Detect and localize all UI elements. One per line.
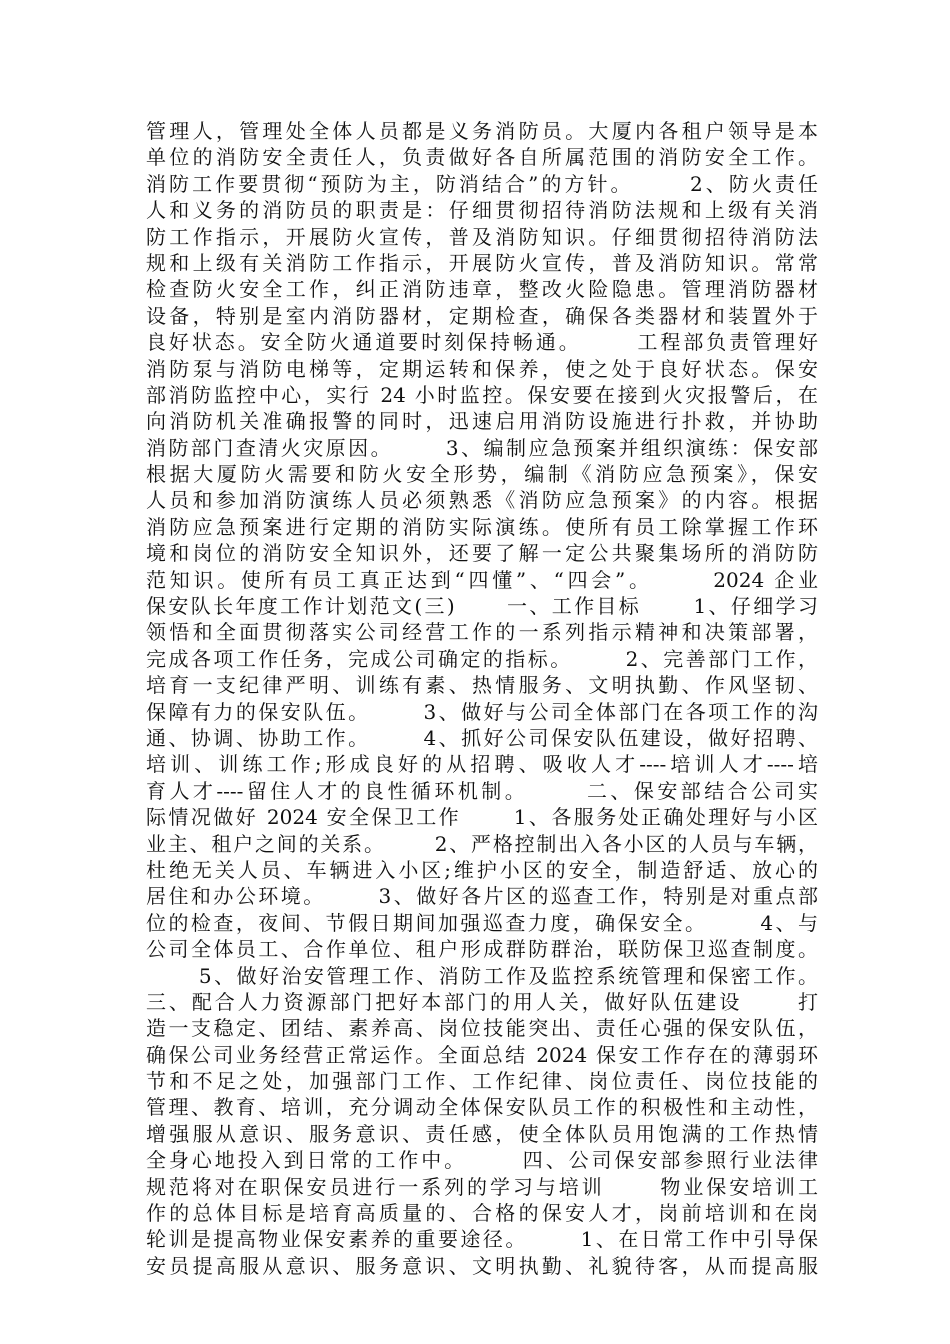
text-line: 根据大厦防火需要和防火安全形势，编制《消防应急预案》，保安 [146,462,818,487]
text-line: 杜绝无关人员、车辆进入小区;维护小区的安全，制造舒适、放心的 [146,857,818,882]
text-line: 人员和参加消防演练人员必须熟悉《消防应急预案》的内容。根据 [146,488,818,513]
text-line: 居住和办公环境。 3、做好各片区的巡查工作，特别是对重点部 [146,884,818,909]
text-line: 业主、租户之间的关系。 2、严格控制出入各小区的人员与车辆， [146,831,818,856]
text-line: 保安队长年度工作计划范文(三) 一、工作目标 1、仔细学习 [146,594,818,619]
text-line: 确保公司业务经营正常运作。全面总结 2024 保安工作存在的薄弱环 [146,1042,818,1067]
text-line: 完成各项工作任务，完成公司确定的指标。 2、完善部门工作， [146,646,818,671]
text-line: 安员提高服从意识、服务意识、文明执勤、礼貌待客，从而提高服 [146,1253,818,1278]
text-line: 轮训是提高物业保安素养的重要途径。 1、在日常工作中引导保 [146,1227,818,1252]
text-line: 防工作指示，开展防火宣传，普及消防知识。仔细贯彻招待消防法 [146,224,818,249]
text-line: 管理、教育、培训，充分调动全体保安队员工作的积极性和主动性， [146,1095,818,1120]
text-line: 保障有力的保安队伍。 3、做好与公司全体部门在各项工作的沟 [146,699,818,724]
text-line: 三、配合人力资源部门把好本部门的用人关，做好队伍建设 打 [146,989,818,1014]
text-line: 消防部门查清火灾原因。 3、编制应急预案并组织演练：保安部 [146,435,818,460]
text-line: 良好状态。安全防火通道要时刻保持畅通。 工程部负责管理好 [146,330,818,355]
text-line: 位的检查，夜间、节假日期间加强巡查力度，确保安全。 4、与 [146,910,818,935]
text-line: 规范将对在职保安员进行一系列的学习与培训 物业保安培训工 [146,1174,818,1199]
text-line: 公司全体员工、合作单位、租户形成群防群治，联防保卫巡查制度。 [146,937,818,962]
text-line: 规和上级有关消防工作指示，开展防火宣传，普及消防知识。常常 [146,250,818,275]
text-line: 检查防火安全工作，纠正消防违章，整改火险隐患。管理消防器材 [146,277,818,302]
text-line: 培训、训练工作;形成良好的从招聘、吸收人才----培训人才----培 [146,752,818,777]
text-line: 管理人，管理处全体人员都是义务消防员。大厦内各租户领导是本 [146,119,818,143]
text-line: 育人才----留住人才的良性循环机制。 二、保安部结合公司实 [146,778,818,803]
text-line: 领悟和全面贯彻落实公司经营工作的一系列指示精神和决策部署， [146,620,818,645]
text-line: 全身心地投入到日常的工作中。 四、公司保安部参照行业法律 [146,1148,818,1173]
text-line: 消防应急预案进行定期的消防实际演练。使所有员工除掌握工作环 [146,514,818,539]
document-body [146,118,818,1279]
text-line: 人和义务的消防员的职责是：仔细贯彻招待消防法规和上级有关消 [146,198,818,223]
text-line: 节和不足之处，加强部门工作、工作纪律、岗位责任、岗位技能的 [146,1069,818,1094]
text-line: 造一支稳定、团结、素养高、岗位技能突出、责任心强的保安队伍， [146,1016,818,1041]
text-line: 作的总体目标是培育高质量的、合格的保安人才，岗前培训和在岗 [146,1201,818,1226]
text-line: 消防工作要贯彻“预防为主，防消结合”的方针。 2、防火责任 [146,171,818,196]
text-line: 部消防监控中心，实行 24 小时监控。保安要在接到火灾报警后，在 [146,382,818,407]
text-line: 设备，特别是室内消防器材，定期检查，确保各类器材和装置外于 [146,303,818,328]
text-line: 境和岗位的消防安全知识外，还要了解一定公共聚集场所的消防防 [146,541,818,566]
text-line: 向消防机关准确报警的同时，迅速启用消防设施进行扑救，并协助 [146,409,818,434]
text-line: 增强服从意识、服务意识、责任感，使全体队员用饱满的工作热情 [146,1121,818,1146]
text-line: 单位的消防安全责任人，负责做好各自所属范围的消防安全工作。 [146,145,818,170]
text-line: 通、协调、协助工作。 4、抓好公司保安队伍建设，做好招聘、 [146,725,818,750]
text-line: 消防泵与消防电梯等，定期运转和保养，使之处于良好状态。保安 [146,356,818,381]
text-line: 际情况做好 2024 安全保卫工作 1、各服务处正确处理好与小区 [146,805,818,830]
text-line: 培育一支纪律严明、训练有素、热情服务、文明执勤、作风坚韧、 [146,673,818,698]
text-line: 范知识。使所有员工真正达到“四懂”、“四会”。 2024 企业 [146,567,818,592]
text-line: 5、做好治安管理工作、消防工作及监控系统管理和保密工作。 [146,963,818,988]
